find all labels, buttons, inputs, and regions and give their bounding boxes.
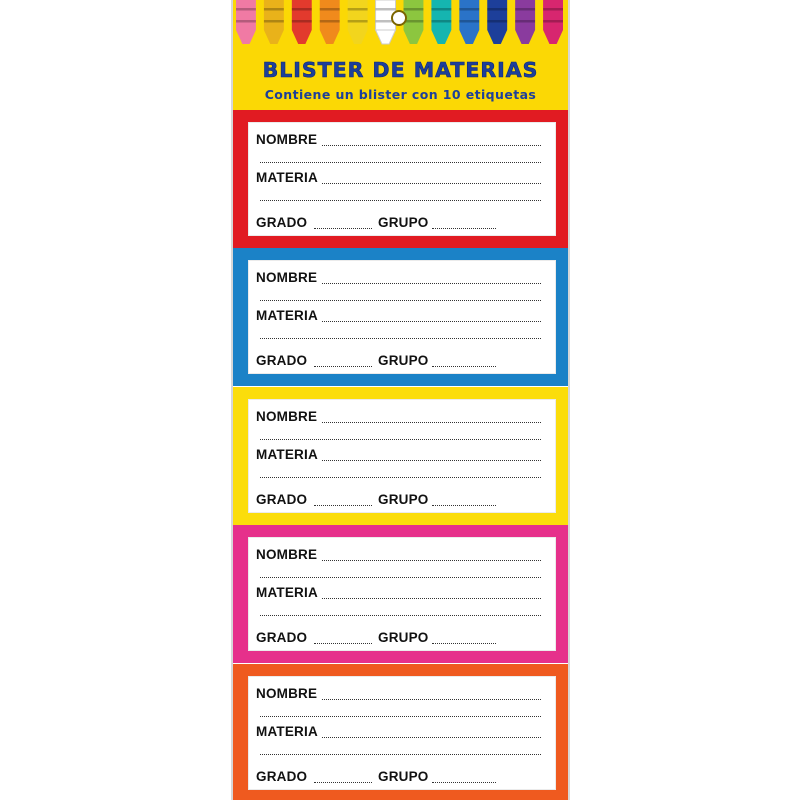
grade-writing-line (314, 505, 372, 506)
label-writing-area (248, 399, 556, 513)
name-field-label: NOMBRE (256, 685, 318, 701)
crayon-icon (264, 0, 284, 44)
grade-writing-line (314, 643, 372, 644)
name-field-label: NOMBRE (256, 132, 318, 147)
card-header (233, 0, 568, 110)
crayon-icon (459, 0, 479, 44)
name-label-sticker (233, 664, 568, 800)
grade-writing-line (314, 782, 372, 783)
subject-writing-line-2 (260, 754, 541, 755)
crayon-icon (348, 0, 368, 44)
group-field-label: GRUPO (378, 768, 429, 784)
name-label-sticker (233, 387, 568, 525)
name-writing-line (322, 283, 541, 284)
subject-field-label: MATERIA (256, 308, 318, 324)
name-writing-line (322, 145, 541, 146)
group-writing-line (432, 782, 496, 783)
crayon-icon (431, 0, 451, 44)
name-writing-line-2 (260, 716, 541, 717)
subject-field-label: MATERIA (256, 170, 318, 185)
subject-writing-line-2 (260, 615, 541, 616)
crayons-illustration (233, 0, 568, 52)
name-label-sticker (233, 110, 568, 248)
name-writing-line-2 (260, 162, 541, 163)
subject-field-label: MATERIA (256, 446, 318, 462)
subject-writing-line-2 (260, 338, 541, 339)
subject-writing-line (322, 183, 541, 184)
grade-field-label: GRADO (256, 353, 308, 369)
card-left-edge (231, 0, 233, 800)
product-title: BLISTER DE MATERIAS (262, 58, 539, 82)
name-writing-line-2 (260, 300, 541, 301)
crayon-icon (320, 0, 340, 44)
name-field-label: NOMBRE (256, 547, 318, 563)
subject-writing-line (322, 321, 541, 322)
subject-writing-line (322, 737, 541, 738)
label-writing-area (248, 676, 556, 790)
group-field-label: GRUPO (378, 630, 429, 646)
name-label-sticker (233, 248, 568, 386)
sticker-card (233, 0, 568, 800)
name-label-sticker (233, 525, 568, 663)
label-writing-area (248, 537, 556, 651)
subject-writing-line (322, 598, 541, 599)
name-field-label: NOMBRE (256, 270, 318, 286)
group-writing-line (432, 366, 496, 367)
subject-writing-line (322, 460, 541, 461)
crayon-icon (543, 0, 563, 44)
subject-field-label: MATERIA (256, 723, 318, 739)
subject-writing-line-2 (260, 477, 541, 478)
name-writing-line-2 (260, 439, 541, 440)
group-writing-line (432, 643, 496, 644)
name-writing-line (322, 560, 541, 561)
grade-field-label: GRADO (256, 630, 308, 646)
crayon-icon (487, 0, 507, 44)
crayon-icon (236, 0, 256, 44)
crayon-icon (404, 0, 424, 44)
group-writing-line (432, 228, 496, 229)
grade-writing-line (314, 228, 372, 229)
group-writing-line (432, 505, 496, 506)
name-writing-line-2 (260, 577, 541, 578)
grade-field-label: GRADO (256, 768, 308, 784)
name-writing-line (322, 699, 541, 700)
grade-field-label: GRADO (256, 491, 308, 507)
card-right-edge (568, 0, 570, 800)
name-field-label: NOMBRE (256, 408, 318, 424)
subject-field-label: MATERIA (256, 585, 318, 601)
group-field-label: GRUPO (378, 215, 429, 230)
grade-field-label: GRADO (256, 215, 308, 230)
subject-writing-line-2 (260, 200, 541, 201)
crayon-icon (292, 0, 312, 44)
hang-hole (391, 10, 407, 26)
label-writing-area (248, 122, 556, 236)
crayon-icon (515, 0, 535, 44)
group-field-label: GRUPO (378, 491, 429, 507)
label-writing-area (248, 260, 556, 374)
grade-writing-line (314, 366, 372, 367)
name-writing-line (322, 422, 541, 423)
group-field-label: GRUPO (378, 353, 429, 369)
product-subtitle: Contiene un blister con 10 etiquetas (264, 87, 537, 102)
